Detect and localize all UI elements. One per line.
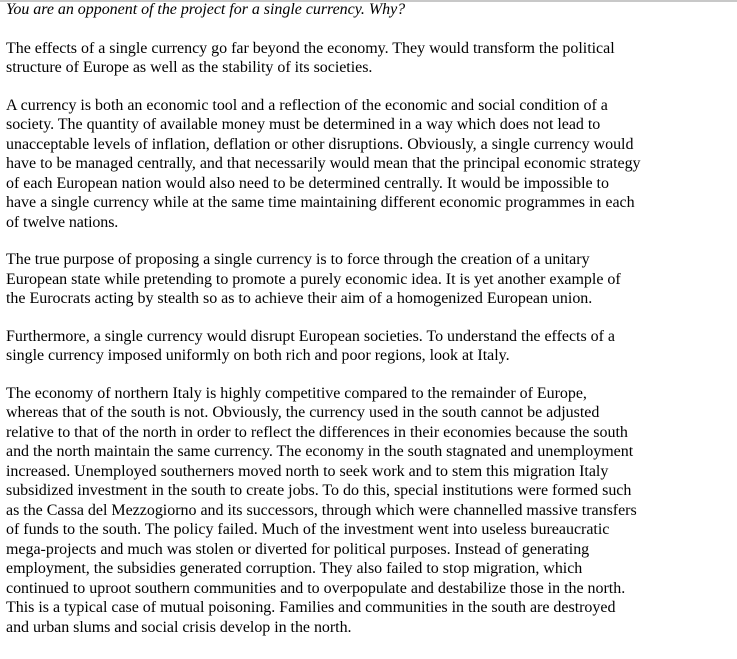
paragraph-line: continued to uproot southern communities and to overpopulate and destabilize those in the north. [6, 579, 626, 597]
paragraph-line: Furthermore, a single currency would disrupt European societies. To understand the effects of a [6, 327, 615, 345]
paragraph-line: society. The quantity of available money must be determined in a way which does not lead to [6, 116, 601, 133]
document-body [6, 0, 734, 655]
paragraph-line: This is a typical case of mutual poisoning. Families and communities in the south are destroyed [6, 599, 616, 616]
question-heading: You are an opponent of the project for a single currency. Why? [6, 1, 406, 18]
paragraph-line: whereas that of the south is not. Obviously, the currency used in the south cannot be adjusted [6, 404, 600, 421]
paragraph-5 [6, 384, 734, 638]
paragraph-line: single currency imposed uniformly on both rich and poor regions, look at Italy. [6, 347, 510, 364]
paragraph-line: the Eurocrats acting by stealth so as to achieve their aim of a homogenized European union. [6, 290, 593, 307]
paragraph-line: of each European nation would also need to be determined centrally. It would be impossible to [6, 174, 609, 192]
paragraph-line: increased. Unemployed southerners moved north to seek work and to stem this migration Italy [6, 462, 609, 480]
paragraph-line: A currency is both an economic tool and a reflection of the economic and social condition of a [6, 96, 608, 114]
paragraph-line: European state while pretending to promote a purely economic idea. It is yet another example of [6, 270, 621, 288]
paragraph-line: have a single currency while at the same time maintaining different economic programmes in each [6, 194, 635, 211]
paragraph-line: The true purpose of proposing a single currency is to force through the creation of a unitary [6, 251, 590, 268]
paragraph-line: employment, the subsidies generated corruption. They also failed to stop migration, which [6, 560, 583, 577]
paragraph-line: relative to that of the north in order to reflect the differences in their economies because the south [6, 423, 628, 441]
paragraph-line: of funds to the south. The policy failed. Much of the investment went into useless bureaucratic [6, 521, 610, 538]
paragraph-line: and urban slums and social crisis develop in the north. [6, 618, 352, 636]
paragraph-line: have to be managed centrally, and that necessarily would mean that the principal economic strategy [6, 155, 641, 172]
paragraph-1 [6, 39, 734, 78]
paragraph-2 [6, 96, 734, 233]
paragraph-line: The effects of a single currency go far beyond the economy. They would transform the political [6, 39, 615, 57]
paragraph-line: subsidized investment in the south to create jobs. To do this, special institutions were formed such [6, 482, 632, 499]
paragraph-line: unacceptable levels of inflation, deflation or other disruptions. Obviously, a single currency would [6, 135, 634, 153]
paragraph-line: and the north maintain the same currency. The economy in the south stagnated and unemployment [6, 443, 634, 460]
paragraph-line: structure of Europe as well as the stability of its societies. [6, 59, 373, 76]
paragraph-line: The economy of northern Italy is highly competitive compared to the remainder of Europe, [6, 384, 587, 402]
paragraph-3 [6, 250, 734, 309]
paragraph-line: mega-projects and much was stolen or diverted for political purposes. Instead of generating [6, 540, 590, 558]
paragraph-line: of twelve nations. [6, 213, 119, 231]
paragraph-line: as the Cassa del Mezzogiorno and its successors, through which were channelled massive transfers [6, 501, 637, 519]
paragraph-4 [6, 327, 734, 366]
